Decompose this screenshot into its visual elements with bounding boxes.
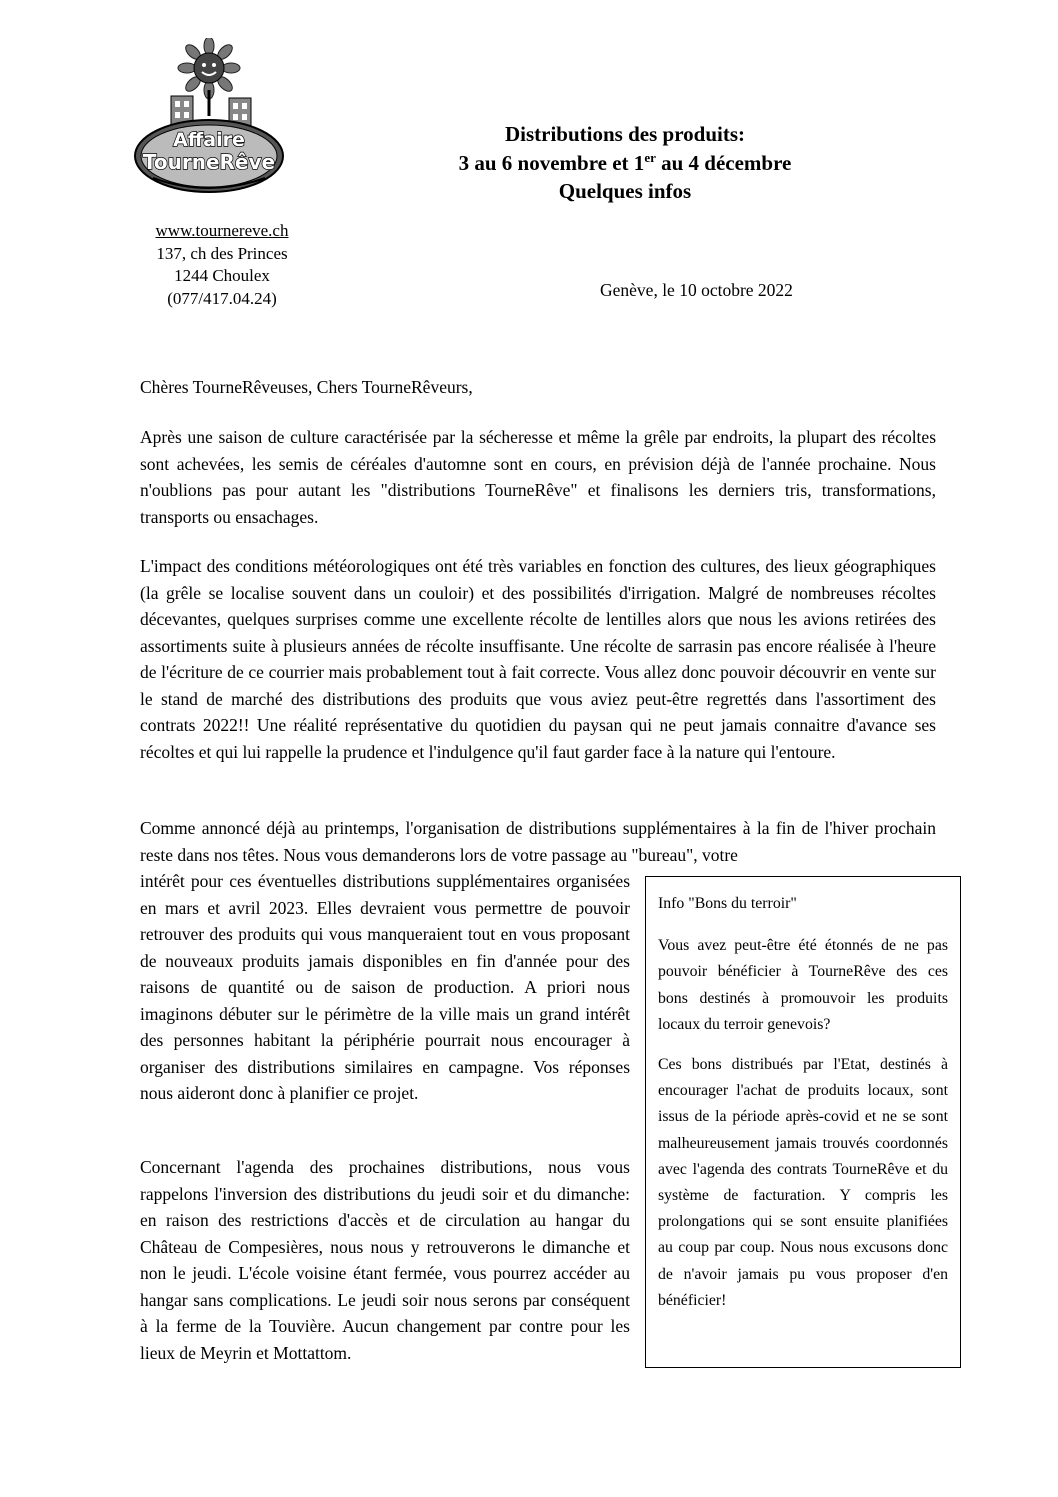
info-box-paragraph-1: Vous avez peut-être été étonnés de ne pas pouvoir bénéficier à TourneRêve des ces bons destinés à promouvoir les produits locaux du terroir genevois? (658, 937, 948, 1033)
document-title (395, 120, 855, 206)
address-street: 137, ch des Princes (156, 243, 288, 263)
title-line1: Distributions des produits: (504, 122, 745, 146)
title-line3: Quelques infos (558, 179, 692, 203)
website-link[interactable]: www.tournereve.ch (155, 221, 289, 240)
title-line2: 3 au 6 novembre et 1er au 4 décembre (458, 149, 792, 175)
letter-date: Genève, le 10 octobre 2022 (600, 280, 793, 300)
info-box-bons-du-terroir (645, 876, 961, 1368)
paragraph-weather-impact: L'impact des conditions météorologiques ont été très variables en fonction des cultures, des lieux géographiques (la grêle se localise souvent dans un couloir) et des possibilités d'irrigation. Malgré de nombreuses récoltes décevantes, quelques surprises comme une excellente récolte de lentilles alors que nous les avions retirées des assortiments suite à plusieurs années de récolte insuffisante. Une récolte de sarrasin pas encore réalisée à l'heure de l'écriture de ce courrier mais probablement tout à fait correcte. Vous allez donc pouvoir découvrir en vente sur le stand de marché des distributions des produits que vous aviez peut-être regrettés dans l'assortiment des contrats 2022!! Une réalité représentative du quotidien du paysan qui ne peut jamais connaitre d'avance ses récoltes et qui lui rappelle la prudence et l'indulgence qu'il faut garder face à la nature qui l'entoure. (140, 556, 936, 762)
logo-line1: Affaire (173, 129, 245, 151)
paragraph-extra-distributions-intro: Comme annoncé déjà au printemps, l'organisation de distributions supplémentaires à la fin de l'hiver prochain reste dans nos têtes. Nous vous demanderons lors de votre passage au "bureau", votre (140, 818, 936, 865)
phone-number: (077/417.04.24) (167, 288, 277, 308)
info-box-title: Info "Bons du terroir" (658, 895, 797, 912)
info-box-paragraph-2: Ces bons distribués par l'Etat, destinés à encourager l'achat de produits locaux, sont issus de la période après-covid et ne se sont malheureusement jamais trouvés coordonnés avec l'agenda des contrats TourneRêve et du système de facturation. Y compris les prolongations qui se sont ensuite planifiées au coup par coup. Nous nous excusons donc de n'avoir jamais pu vous proposer d'en bénéficier! (658, 1056, 948, 1309)
paragraph-extra-distributions: intérêt pour ces éventuelles distributions supplémentaires organisées en mars et avril 2023. Elles devraient vous permettre de pouvoir retrouver des produits qui vous manqueraient tout en vous proposant de nouveaux produits jamais disponibles en fin d'année pour des raisons de quantité ou de saison de production. A priori nous imaginons débuter sur le périmètre de la ville mais un grand intérêt des personnes habitant la périphérie pourrait nous encourager à organiser des distributions similaires en campagne. Vos réponses nous aideront donc à planifier ce projet. (140, 871, 630, 1103)
sender-address-block (120, 220, 324, 310)
affaire-tournereve-logo (133, 38, 285, 194)
logo-line2: TourneRêve (142, 150, 276, 174)
paragraph-season: Après une saison de culture caractérisée par la sécheresse et même la grêle par endroits, la plupart des récoltes sont achevées, les semis de céréales d'automne sont en cours, en prévision déjà de l'année prochaine. Nous n'oublions pas pour autant les "distributions TourneRêve" et finalisons les derniers tris, transformations, transports ou ensachages. (140, 427, 936, 527)
address-city: 1244 Choulex (174, 266, 270, 285)
paragraph-agenda: Concernant l'agenda des prochaines distributions, nous vous rappelons l'inversion des distributions du jeudi soir et du dimanche: en raison des restrictions d'accès et de circulation au hangar du Château de Compesières, nous nous y retrouverons le dimanche et non le jeudi. L'école voisine étant fermée, vous pourrez accéder au hangar sans complications. Le jeudi soir nous serons par conséquent à la ferme de la Touvière. Aucun changement par contre pour les lieux de Meyrin et Mottattom. (140, 1157, 630, 1363)
greeting: Chères TourneRêveuses, Chers TourneRêveurs, (140, 377, 473, 397)
